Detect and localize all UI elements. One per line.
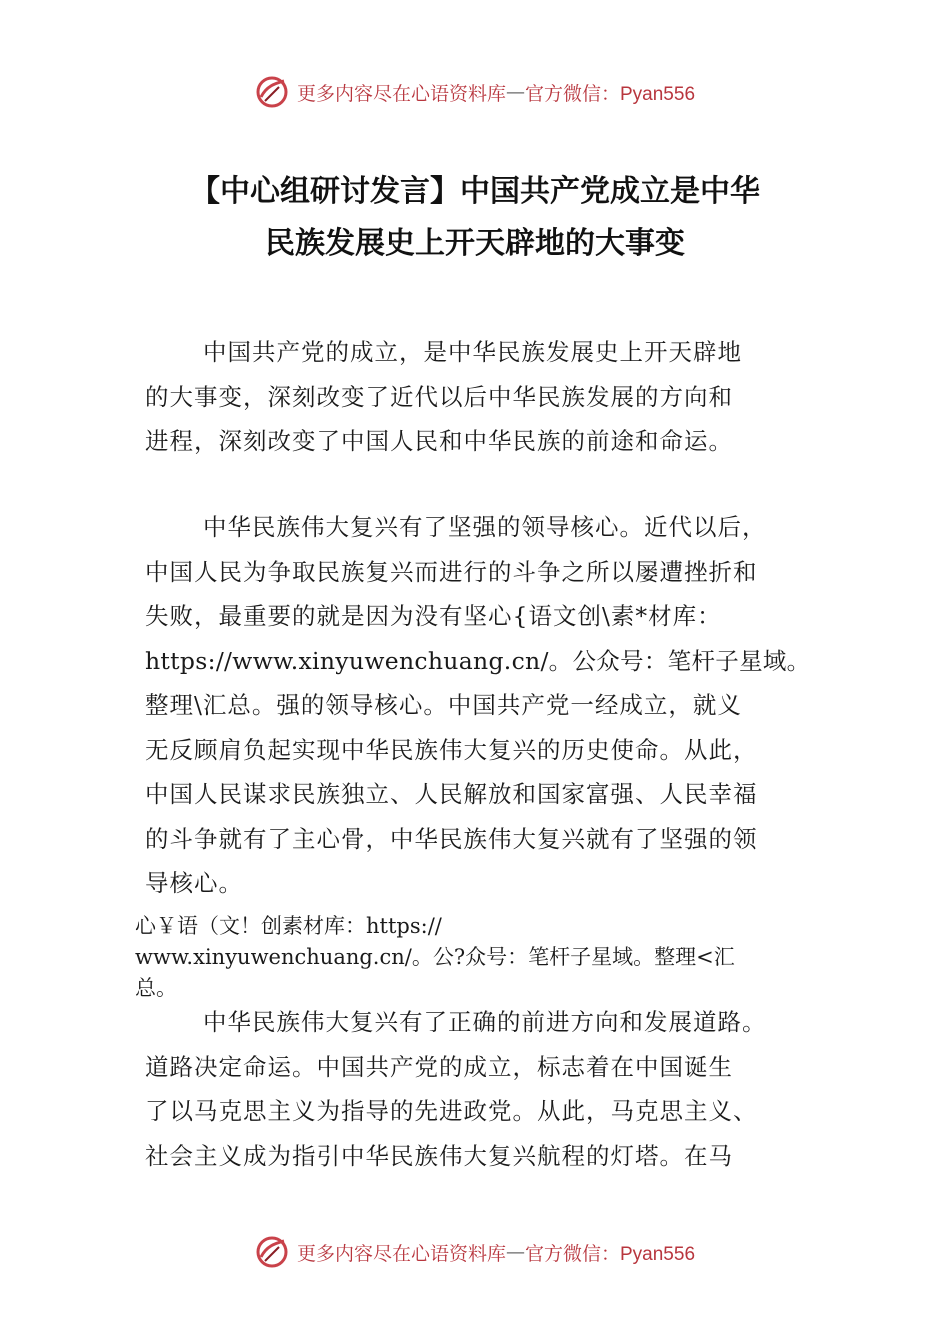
text-line: 无反顾肩负起实现中华民族伟大复兴的历史使命。从此， [145,735,758,764]
text-line: 中国共产党的成立，是中华民族发展史上开天辟地 [203,338,742,366]
title-line: 【中心组研讨发言】中国共产党成立是中华 [190,174,760,209]
text-line: 导核心。 [145,869,243,897]
text-line: 的斗争就有了主心骨，中华民族伟大复兴就有了坚强的领 [145,824,758,853]
footer-banner [0,1232,950,1272]
text-line: 整理\汇总。强的领导核心。中国共产党一经成立，就义 [145,691,742,719]
brand-logo-icon [255,75,289,109]
paragraph-1 [145,330,835,464]
text-line: 中国人民谋求民族独立、人民解放和国家富强、人民幸福 [145,780,758,808]
text-line: https://www.xinyuwenchuang.cn/。公众号：笔杆子星域。 [145,646,811,675]
text-line: 心￥语（文！创素材库：https:// [135,914,442,938]
text-line: 中华民族伟大复兴有了正确的前进方向和发展道路。 [203,1008,767,1036]
text-line: www.xinyuwenchuang.cn/。公?众号：笔杆子星域。整理<汇 [135,945,735,969]
text-line: 道路决定命运。中国共产党的成立，标志着在中国诞生 [145,1052,733,1081]
brand-logo-icon [255,1235,289,1269]
text-line: 总。 [135,976,177,1000]
paragraph-3 [145,1000,835,1178]
header-separator: — [506,81,525,103]
header-contact-text: 官方微信：Pyan556 [525,83,696,105]
text-line: 进程，深刻改变了中国人民和中华民族的前途和命运。 [145,427,733,455]
text-line: 社会主义成为指引中华民族伟大复兴航程的灯塔。在马 [145,1141,733,1170]
header-banner [0,72,950,112]
text-line: 中华民族伟大复兴有了坚强的领导核心。近代以后， [203,513,767,541]
text-line: 了以马克思主义为指导的先进政党。从此，马克思主义、 [145,1097,758,1125]
header-brand-text: 更多内容尽在心语资料库 [296,82,506,105]
text-line: 的大事变，深刻改变了近代以后中华民族发展的方向和 [145,382,733,411]
footer-contact-text: 官方微信：Pyan556 [525,1243,696,1265]
text-line: 失败，最重要的就是因为没有坚心{语文创\素*材库： [145,602,722,630]
paragraph-2 [145,505,835,906]
footer-brand-text: 更多内容尽在心语资料库 [296,1242,506,1265]
title-line: 民族发展史上开天辟地的大事变 [265,226,685,261]
footer-separator: — [506,1241,525,1263]
text-line: 中国人民为争取民族复兴而进行的斗争之所以屡遭挫折和 [145,557,758,586]
inserted-note [135,911,845,1004]
document-title [120,166,830,270]
